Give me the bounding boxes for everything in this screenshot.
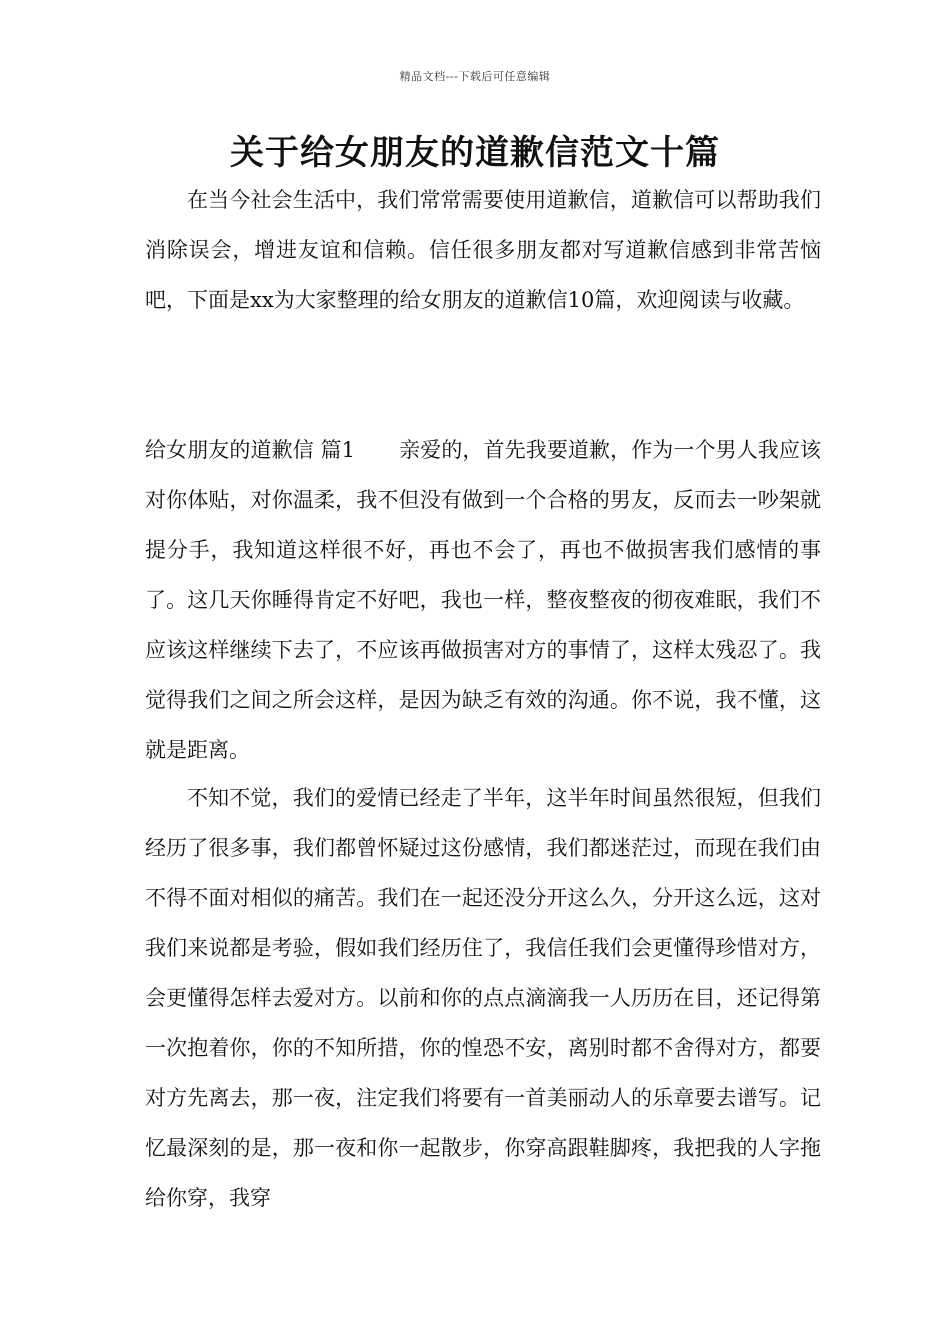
section-1-block [145, 425, 821, 775]
intro-paragraph: 在当今社会生活中，我们常常需要使用道歉信，道歉信可以帮助我们消除误会，增进友谊和信赖。信任很多朋友都对写道歉信感到非常苦恼吧，下面是xx为大家整理的给女朋友的道歉信10篇，欢迎阅读与收藏。 [145, 188, 821, 312]
section-1-paragraph-2: 不知不觉，我们的爱情已经走了半年，这半年时间虽然很短，但我们经历了很多事，我们都曾怀疑过这份感情，我们都迷茫过，而现在我们由不得不面对相似的痛苦。我们在一起还没分开这么久，分开这么远，这对我们来说都是考验，假如我们经历住了，我信任我们会更懂得珍惜对方，会更懂得怎样去爱对方。以前和你的点点滴滴我一人历历在目，还记得第一次抱着你，你的不知所措，你的惶恐不安，离别时都不舍得对方，都要对方先离去，那一夜，注定我们将要有一首美丽动人的乐章要去谱写。记忆最深刻的是，那一夜和你一起散步，你穿高跟鞋脚疼，我把我的人字拖给你穿，我穿 [145, 786, 821, 1210]
section-1-paragraph-1: 亲爱的，首先我要道歉，作为一个男人我应该对你体贴，对你温柔，我不但没有做到一个合格的男友，反而去一吵架就提分手，我知道这样很不好，再也不会了，再也不做损害我们感情的事了。这几天你睡得肯定不好吧，我也一样，整夜整夜的彻夜难眠，我们不应该这样继续下去了，不应该再做损害对方的事情了，这样太残忍了。我觉得我们之间之所会这样，是因为缺乏有效的沟通。你不说，我不懂，这就是距离。 [145, 438, 821, 762]
document-title: 关于给女朋友的道歉信范文十篇 [230, 133, 720, 173]
header-note: 精品文档---下载后可任意编辑 [399, 70, 551, 83]
section-1-heading: 给女朋友的道歉信 篇1 [145, 438, 356, 462]
